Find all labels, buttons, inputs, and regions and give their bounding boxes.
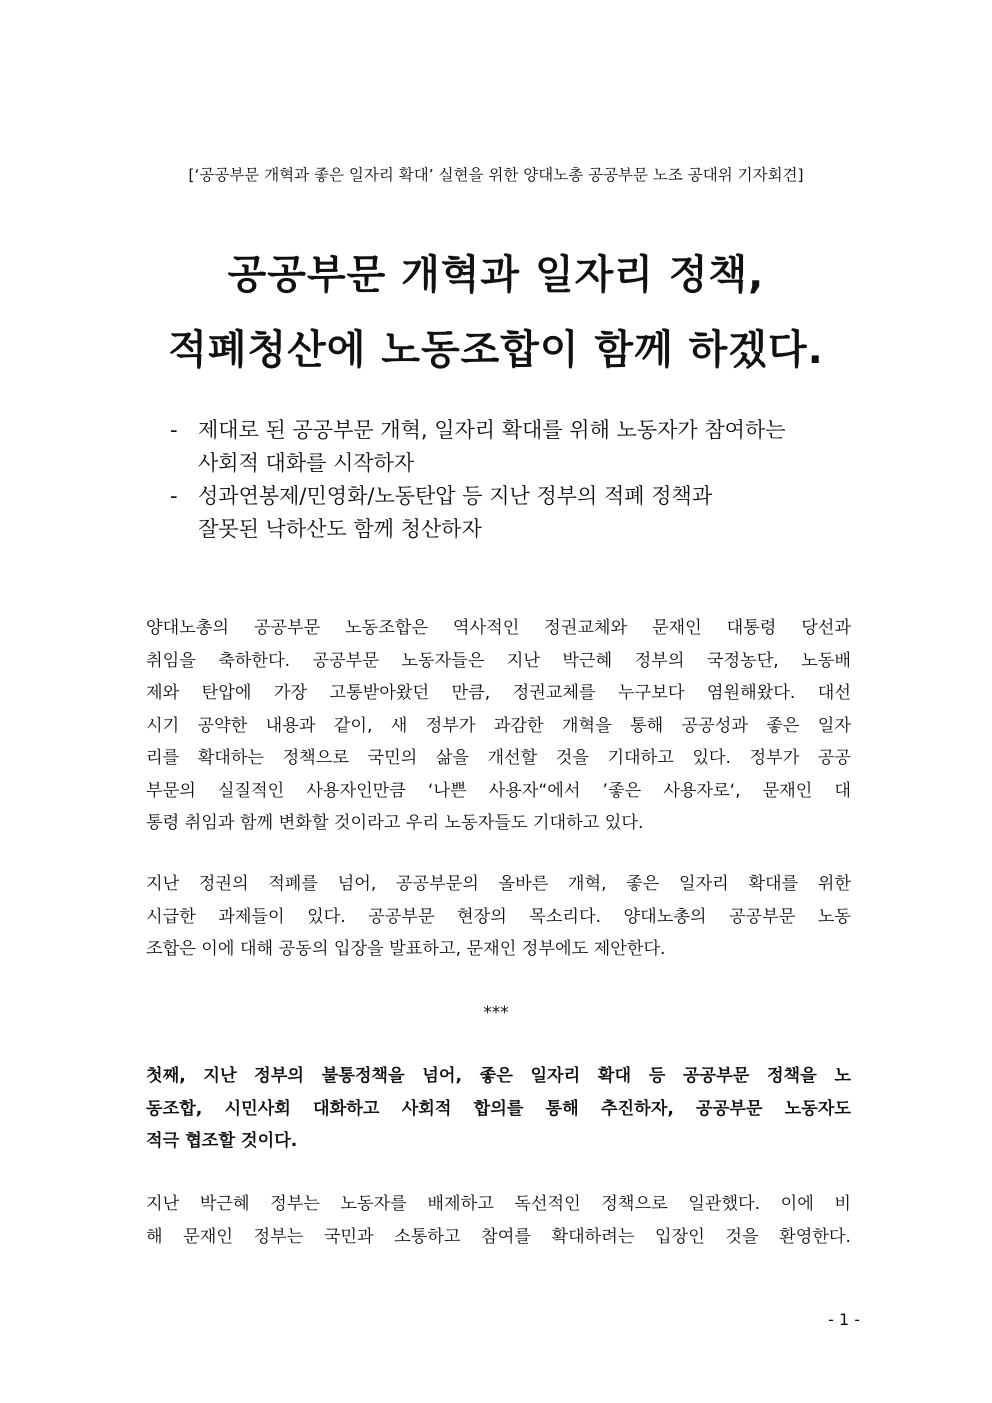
paragraph-line: 동조합, 시민사회 대화하고 사회적 합의를 통해 추진하자, 공공부문 노동자도 <box>146 1098 851 1119</box>
paragraph-line: 해 문재인 정부는 국민과 소통하고 참여를 확대하려는 입장인 것을 환영한다. <box>146 1226 851 1247</box>
paragraph-line: 조합은 이에 대해 공동의 입장을 발표하고, 문재인 정부에도 제안한다. <box>146 939 666 959</box>
paragraph-line: 지난 박근혜 정부는 노동자를 배제하고 독선적인 정책으로 일관했다. 이에 비 <box>146 1194 851 1214</box>
paragraph-line: 부문의 실질적인 사용자인만큼 ‘나쁜 사용자“에서 ’좋은 사용자로‘, 문재인 대 <box>146 780 851 801</box>
subtitle-item <box>170 414 870 480</box>
subtitle-item <box>170 480 870 546</box>
paragraph-line: 통령 취임과 함께 변화할 것이라고 우리 노동자들도 기대하고 있다. <box>146 813 644 833</box>
main-title-line-1: 공공부문 개혁과 일자리 정책, <box>227 252 765 298</box>
paragraph-line: 첫째, 지난 정부의 불통정책을 넘어, 좋은 일자리 확대 등 공공부문 정책을 노 <box>146 1066 851 1086</box>
paragraph-first-proposal <box>146 1060 851 1158</box>
page-number: - 1 - <box>828 1310 860 1329</box>
paragraph-line: 시급한 과제들이 있다. 공공부문 현장의 목소리다. 양대노총의 공공부문 노동 <box>146 906 851 927</box>
subtitle-line: 잘못된 낙하산도 함께 청산하자 <box>198 517 482 541</box>
paragraph-congratulations <box>146 612 851 840</box>
subtitle-dash: - <box>170 484 178 508</box>
paragraph-line: 제와 탄압에 가장 고통받아왔던 만큼, 정권교체를 누구보다 염원해왔다. 대선 <box>146 683 851 703</box>
subtitle-line: 사회적 대화를 시작하자 <box>198 451 415 475</box>
section-separator: *** <box>483 1003 509 1023</box>
paragraph-line: 시기 공약한 내용과 같이, 새 정부가 과감한 개혁을 통해 공공성과 좋은 일자 <box>146 715 851 736</box>
paragraph-line: 리를 확대하는 정책으로 국민의 삶을 개선할 것을 기대하고 있다. 정부가 공공 <box>146 748 851 768</box>
paragraph-previous-government <box>146 1188 851 1253</box>
paragraph-urgent-tasks <box>146 868 851 966</box>
subtitle-list <box>170 414 870 546</box>
subtitle-line: 제대로 된 공공부문 개혁, 일자리 확대를 위해 노동자가 참여하는 <box>198 418 786 442</box>
paragraph-line: 지난 정권의 적폐를 넘어, 공공부문의 올바른 개혁, 좋은 일자리 확대를 위한 <box>146 874 851 894</box>
subtitle-dash: - <box>170 418 178 442</box>
press-conference-header: [‘공공부문 개혁과 좋은 일자리 확대’ 실현을 위한 양대노총 공공부문 노조 공대위 기자회견] <box>188 166 804 184</box>
main-title-line-2: 적폐청산에 노동조합이 함께 하겠다. <box>168 327 824 373</box>
paragraph-line: 취임을 축하한다. 공공부문 노동자들은 지난 박근혜 정부의 국정농단, 노동배 <box>146 650 851 671</box>
paragraph-line: 적극 협조할 것이다. <box>146 1131 298 1151</box>
subtitle-line: 성과연봉제/민영화/노동탄압 등 지난 정부의 적폐 정책과 <box>198 484 713 508</box>
paragraph-line: 양대노총의 공공부문 노동조합은 역사적인 정권교체와 문재인 대통령 당선과 <box>146 618 851 638</box>
